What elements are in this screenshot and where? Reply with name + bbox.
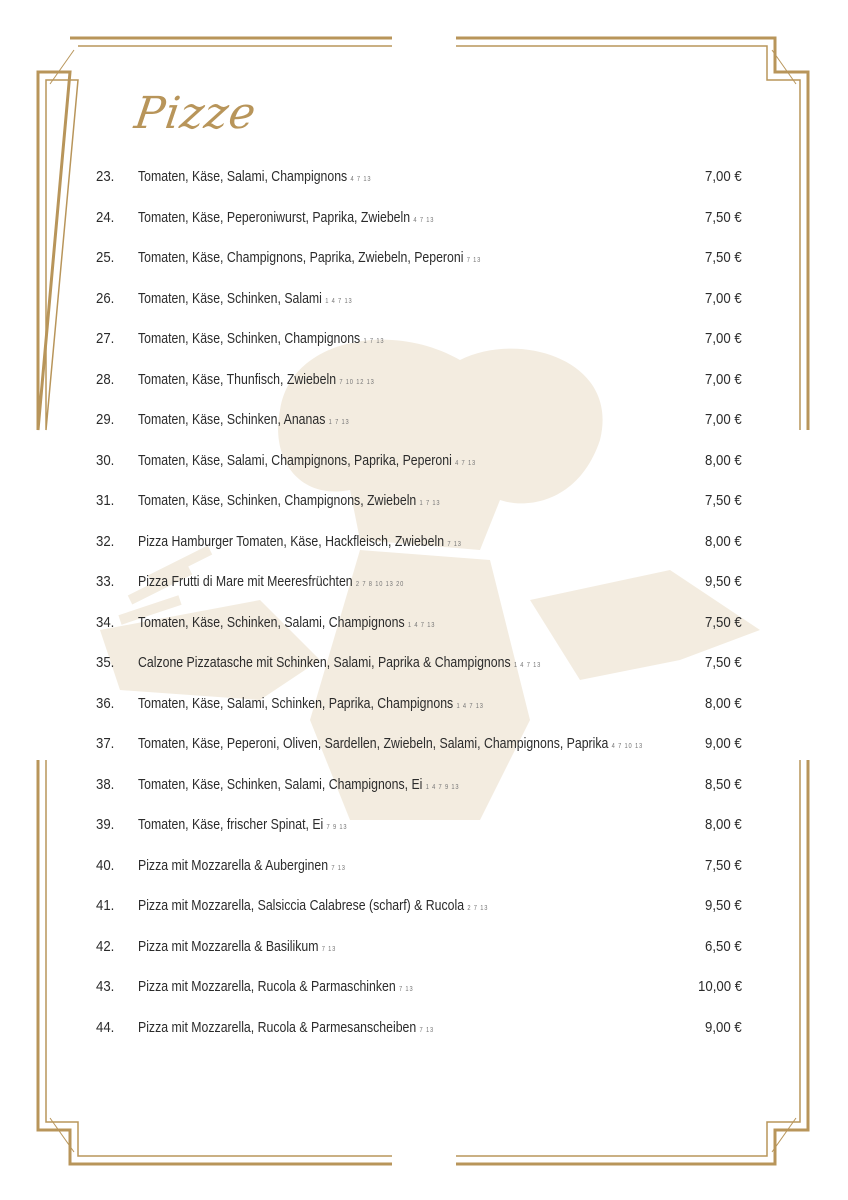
item-price: 7,50 € xyxy=(705,613,742,631)
allergen-codes: 7 13 xyxy=(331,864,346,872)
menu-item xyxy=(0,401,848,441)
item-description xyxy=(138,776,459,793)
item-price: 7,00 € xyxy=(705,370,742,388)
item-number: 39. xyxy=(96,816,115,833)
menu-item xyxy=(0,320,848,360)
item-number: 36. xyxy=(96,694,115,712)
item-number: 37. xyxy=(96,735,115,752)
item-description xyxy=(138,290,353,307)
allergen-codes: 4 7 13 xyxy=(413,216,435,224)
allergen-codes: 1 4 7 13 xyxy=(456,702,484,710)
item-description-text: Tomaten, Käse, Schinken, Champignons xyxy=(138,330,361,347)
item-number: 32. xyxy=(96,532,115,550)
allergen-codes: 7 10 12 13 xyxy=(339,378,375,386)
item-description-text: Pizza mit Mozzarella & Basilikum xyxy=(138,937,319,955)
item-price: 7,00 € xyxy=(705,411,742,428)
allergen-codes: 4 7 13 xyxy=(455,459,476,467)
item-price: 7,00 € xyxy=(705,330,742,347)
item-description xyxy=(138,249,481,266)
item-description-text: Tomaten, Käse, Salami, Champignons, Paprika, Peperoni xyxy=(138,451,452,469)
menu-item xyxy=(0,563,848,603)
item-price: 8,00 € xyxy=(705,532,742,550)
menu-item xyxy=(0,685,848,725)
item-description xyxy=(138,573,404,590)
allergen-codes: 2 7 8 10 13 20 xyxy=(355,581,405,588)
item-description xyxy=(138,816,347,833)
menu-item xyxy=(0,766,848,806)
menu-item xyxy=(0,604,848,644)
menu-item xyxy=(0,928,848,968)
item-number: 41. xyxy=(96,897,115,914)
menu-item xyxy=(0,806,848,846)
item-number: 35. xyxy=(96,654,115,671)
item-description xyxy=(138,371,375,388)
menu-item xyxy=(0,968,848,1008)
item-description-text: Tomaten, Käse, Schinken, Salami, Champignons xyxy=(138,613,405,631)
menu-item xyxy=(0,644,848,684)
allergen-codes: 7 13 xyxy=(419,1026,434,1034)
menu-item xyxy=(0,442,848,482)
item-price: 6,50 € xyxy=(705,937,742,955)
item-description xyxy=(138,330,384,347)
item-price: 8,00 € xyxy=(705,816,742,833)
item-price: 7,50 € xyxy=(705,492,742,509)
item-description-text: Tomaten, Käse, Thunfisch, Zwiebeln xyxy=(138,370,337,388)
allergen-codes: 1 7 13 xyxy=(328,419,350,426)
item-description xyxy=(138,938,336,955)
item-description-text: Pizza Hamburger Tomaten, Käse, Hackfleisch, Zwiebeln xyxy=(138,532,445,550)
item-description xyxy=(138,614,435,631)
item-description-text: Pizza mit Mozzarella, Rucola & Parmaschinken xyxy=(138,978,396,995)
item-price: 10,00 € xyxy=(697,978,742,995)
item-description-text: Tomaten, Käse, Salami, Schinken, Paprika, Champignons xyxy=(138,694,454,712)
menu-item xyxy=(0,1009,848,1049)
item-description xyxy=(138,695,484,712)
item-description-text: Tomaten, Käse, Peperoni, Oliven, Sardellen, Zwiebeln, Salami, Champignons, Paprika xyxy=(138,735,609,752)
allergen-codes: 1 7 13 xyxy=(363,338,385,345)
item-number: 30. xyxy=(96,451,115,469)
item-description-text: Pizza mit Mozzarella, Salsiccia Calabrese (scharf) & Rucola xyxy=(138,897,465,914)
item-description-text: Calzone Pizzatasche mit Schinken, Salami, Paprika & Champignons xyxy=(138,654,511,671)
item-description xyxy=(138,735,643,752)
allergen-codes: 7 13 xyxy=(447,540,462,548)
item-description xyxy=(138,452,476,469)
menu-item xyxy=(0,239,848,279)
item-number: 31. xyxy=(96,492,115,509)
item-description-text: Tomaten, Käse, Schinken, Salami, Champignons, Ei xyxy=(138,775,423,793)
allergen-codes: 1 4 7 9 13 xyxy=(425,783,460,791)
menu-item xyxy=(0,523,848,563)
allergen-codes: 7 9 13 xyxy=(326,824,348,831)
item-number: 43. xyxy=(96,978,115,995)
menu-item xyxy=(0,280,848,320)
item-price: 7,00 € xyxy=(705,289,742,307)
item-description xyxy=(138,857,346,874)
item-number: 29. xyxy=(96,411,115,428)
item-description xyxy=(138,411,350,428)
item-description-text: Pizza mit Mozzarella, Rucola & Parmesanscheiben xyxy=(138,1018,417,1036)
item-description-text: Tomaten, Käse, Schinken, Salami xyxy=(138,289,322,307)
item-price: 8,00 € xyxy=(705,451,742,469)
item-description-text: Tomaten, Käse, Schinken, Champignons, Zwiebeln xyxy=(138,492,417,509)
item-price: 7,50 € xyxy=(705,208,742,226)
item-number: 38. xyxy=(96,775,115,793)
item-number: 26. xyxy=(96,289,115,307)
item-price: 7,50 € xyxy=(705,654,742,671)
item-price: 9,50 € xyxy=(705,573,742,590)
item-number: 40. xyxy=(96,856,115,874)
menu-item xyxy=(0,482,848,522)
item-description xyxy=(138,654,541,671)
item-description-text: Tomaten, Käse, Salami, Champignons xyxy=(138,168,348,185)
allergen-codes: 4 7 10 13 xyxy=(611,743,643,750)
item-description xyxy=(138,897,488,914)
allergen-codes: 1 4 7 13 xyxy=(407,621,436,629)
item-description-text: Tomaten, Käse, Champignons, Paprika, Zwiebeln, Peperoni xyxy=(138,249,464,266)
item-price: 8,00 € xyxy=(705,694,742,712)
item-description-text: Tomaten, Käse, Peperoniwurst, Paprika, Zwiebeln xyxy=(138,208,411,226)
item-number: 28. xyxy=(96,370,115,388)
allergen-codes: 7 13 xyxy=(399,986,414,993)
item-price: 8,50 € xyxy=(705,775,742,793)
item-description xyxy=(138,1019,434,1036)
item-description xyxy=(138,978,413,995)
item-description-text: Tomaten, Käse, Schinken, Ananas xyxy=(138,411,326,428)
allergen-codes: 4 7 13 xyxy=(350,176,372,183)
menu-item xyxy=(0,199,848,239)
item-description xyxy=(138,209,434,226)
item-number: 42. xyxy=(96,937,115,955)
item-description xyxy=(138,492,440,509)
section-title: Pizze xyxy=(131,88,260,139)
item-number: 25. xyxy=(96,249,115,266)
item-number: 44. xyxy=(96,1018,115,1036)
menu-item xyxy=(0,361,848,401)
item-price: 9,00 € xyxy=(705,735,742,752)
allergen-codes: 2 7 13 xyxy=(467,905,489,912)
menu-item xyxy=(0,887,848,927)
item-description-text: Pizza Frutti di Mare mit Meeresfrüchten xyxy=(138,573,353,590)
item-price: 7,00 € xyxy=(705,168,742,185)
item-number: 23. xyxy=(96,168,115,185)
allergen-codes: 7 13 xyxy=(321,945,337,953)
item-number: 33. xyxy=(96,573,115,590)
allergen-codes: 1 7 13 xyxy=(419,500,441,507)
allergen-codes: 1 4 7 13 xyxy=(513,662,542,669)
item-description-text: Tomaten, Käse, frischer Spinat, Ei xyxy=(138,816,324,833)
item-number: 24. xyxy=(96,208,115,226)
item-description-text: Pizza mit Mozzarella & Auberginen xyxy=(138,856,329,874)
menu-item xyxy=(0,847,848,887)
item-price: 9,00 € xyxy=(705,1018,742,1036)
item-description xyxy=(138,168,371,185)
item-price: 7,50 € xyxy=(705,856,742,874)
item-number: 34. xyxy=(96,613,115,631)
menu-item xyxy=(0,158,848,198)
item-price: 9,50 € xyxy=(705,897,742,914)
item-price: 7,50 € xyxy=(705,249,742,266)
allergen-codes: 1 4 7 13 xyxy=(325,297,353,305)
menu-item xyxy=(0,725,848,765)
item-number: 27. xyxy=(96,330,115,347)
allergen-codes: 7 13 xyxy=(466,257,482,264)
item-description xyxy=(138,533,462,550)
